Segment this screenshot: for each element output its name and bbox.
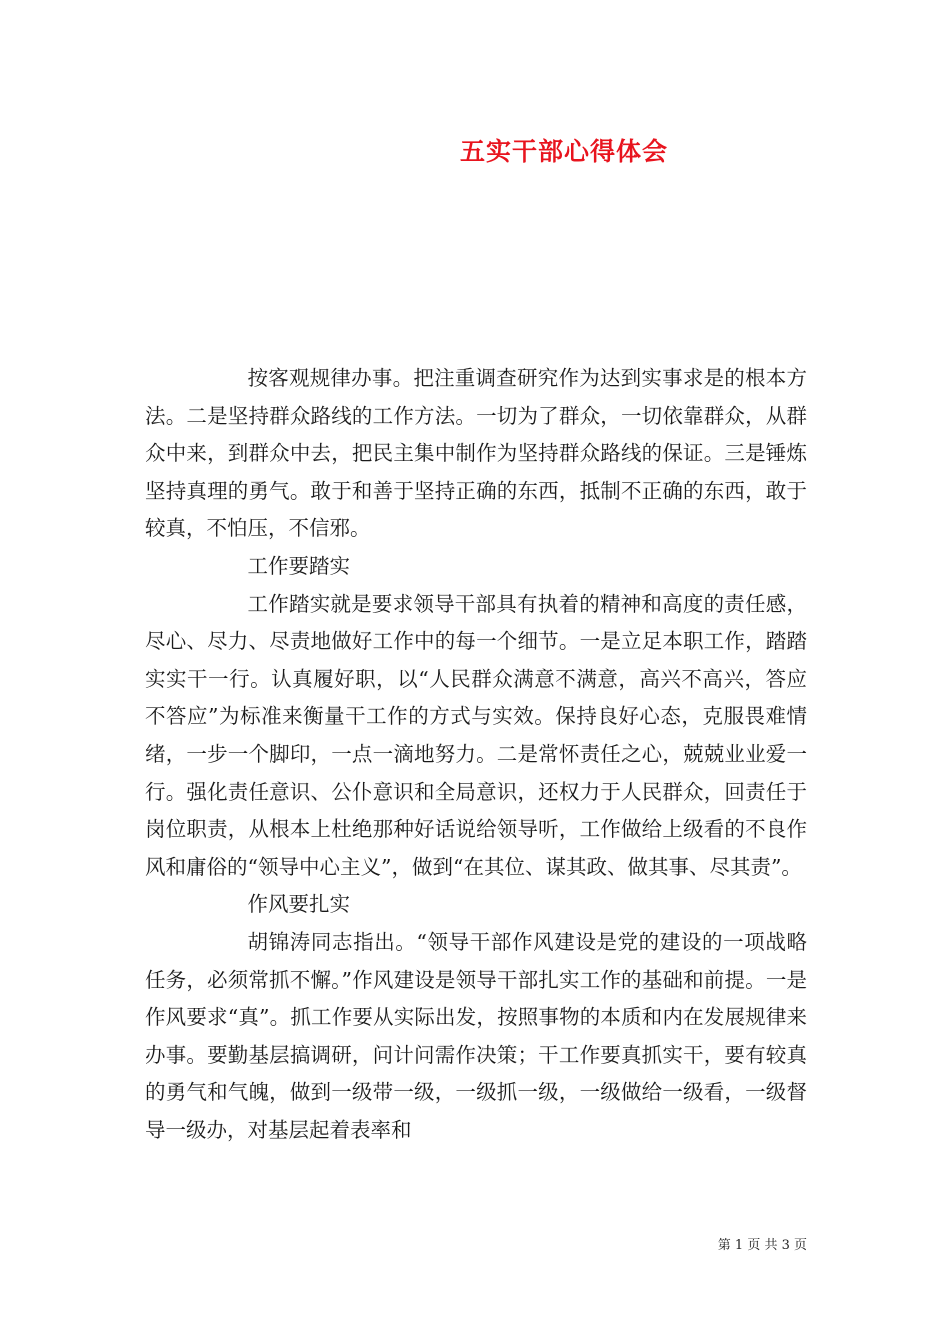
paragraph-1: 按客观规律办事。把注重调查研究作为达到实事求是的根本方法。二是坚持群众路线的工作方法。一切为了群众，一切依靠群众，从群众中来，到群众中去，把民主集中制作为坚持群众路线的保证。三是锤炼坚持真理的勇气。敢于和善于坚持正确的东西，抵制不正确的东西，敢于较真，不怕压，不信邪。 xyxy=(145,366,807,541)
paragraph-2: 工作踏实就是要求领导干部具有执着的精神和高度的责任感，尽心、尽力、尽责地做好工作中的每一个细节。一是立足本职工作，踏踏实实干一行。认真履好职，以“人民群众满意不满意，高兴不高兴，答应不答应”为标准来衡量干工作的方式与实效。保持良好心态，克服畏难情绪，一步一个脚印，一点一滴地努力。二是常怀责任之心，兢兢业业爱一行。强化责任意识、公仆意识和全局意识，还权力于人民群众，回责任于岗位职责，从根本上杜绝那种好话说给领导听，工作做给上级看的不良作风和庸俗的“领导中心主义”，做到“在其位、谋其政、做其事、尽其责”。 xyxy=(145,591,807,879)
document-body xyxy=(145,360,807,1149)
page-number-footer: 第 1 页 共 3 页 xyxy=(717,1238,807,1253)
document-title: 五实干部心得体会 xyxy=(459,137,668,166)
section-heading-style: 作风要扎实 xyxy=(247,892,350,917)
section-heading-work: 工作要踏实 xyxy=(247,553,350,578)
paragraph-3: 胡锦涛同志指出。“领导干部作风建设是党的建设的一项战略任务，必须常抓不懈。”作风建设是领导干部扎实工作的基础和前提。一是作风要求“真”。抓工作要从实际出发，按照事物的本质和内在发展规律来办事。要勤基层搞调研，问计问需作决策；干工作要真抓实干，要有较真的勇气和气魄，做到一级带一级，一级抓一级，一级做给一级看，一级督导一级办，对基层起着表率和 xyxy=(145,929,807,1142)
